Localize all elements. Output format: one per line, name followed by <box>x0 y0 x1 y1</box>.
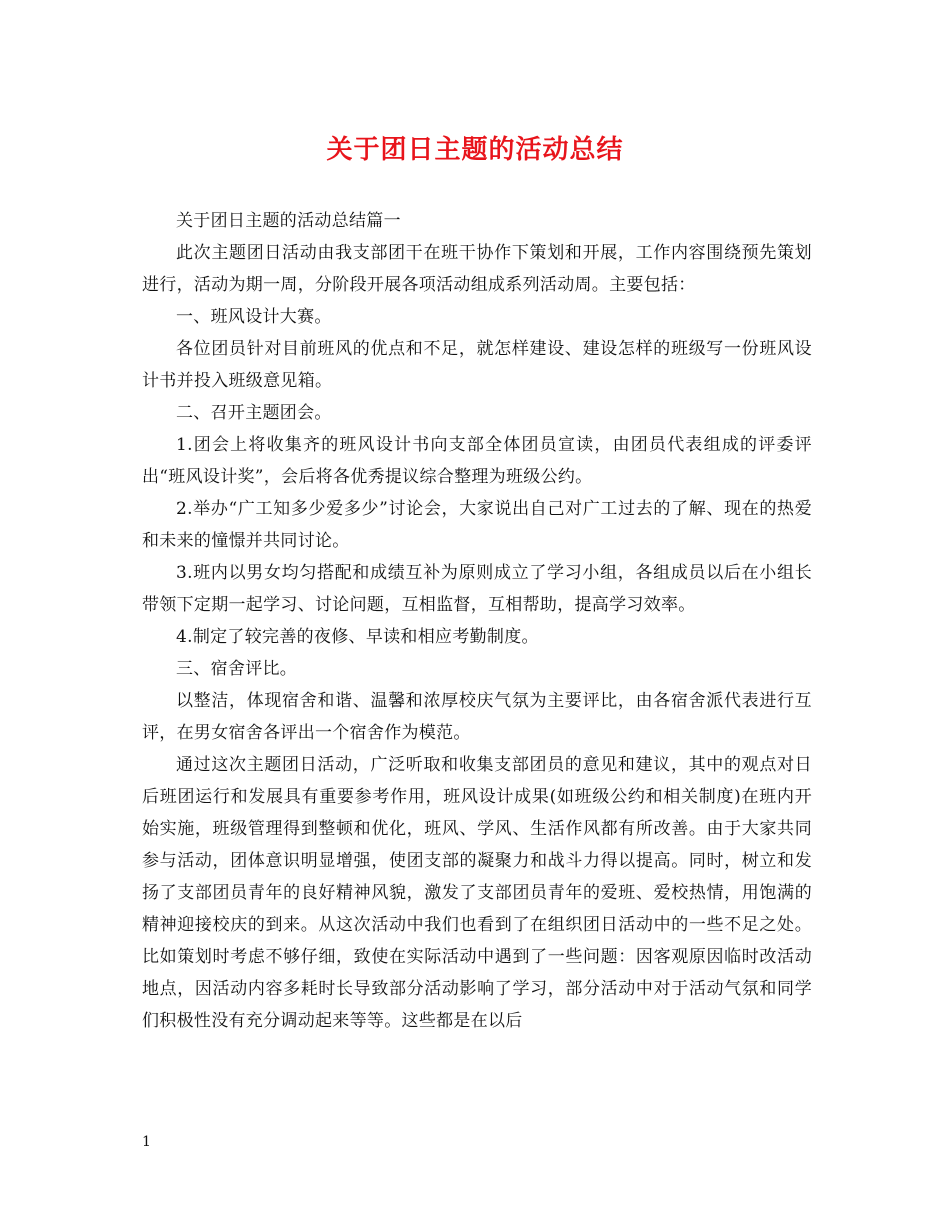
paragraph: 各位团员针对目前班风的优点和不足，就怎样建设、建设怎样的班级写一份班风设计书并投入班级意见箱。 <box>142 339 812 391</box>
section-heading-3: 三、宿舍评比。 <box>176 659 298 679</box>
list-item: 3.班内以男女均匀搭配和成绩互补为原则成立了学习小组，各组成员以后在小组长带领下定期一起学习、讨论问题，互相监督，互相帮助，提高学习效率。 <box>142 563 812 615</box>
section-heading-2: 二、召开主题团会。 <box>176 403 332 423</box>
paragraph-subtitle: 关于团日主题的活动总结篇一 <box>176 211 401 231</box>
paragraph-conclusion: 通过这次主题团日活动，广泛听取和收集支部团员的意见和建议，其中的观点对日后班团运行和发展具有重要参考作用，班风设计成果(如班级公约和相关制度)在班内开始实施，班级管理得到整顿和优化，班风、学风、生活作风都有所改善。由于大家共同参与活动，团体意识明显增强，使团支部的凝聚力和战斗力得以提高。同时，树立和发扬了支部团员青年的良好精神风貌，激发了支部团员青年的爱班、爱校热情，用饱满的精神迎接校庆的到来。从这次活动中我们也看到了在组织团日活动中的一些不足之处。比如策划时考虑不够仔细，致使在实际活动中遇到了一些问题：因客观原因临时改活动地点，因活动内容多耗时长导致部分活动影响了学习，部分活动中对于活动气氛和同学们积极性没有充分调动起来等等。这些都是在以后 <box>142 755 812 1031</box>
paragraph: 以整洁，体现宿舍和谐、温馨和浓厚校庆气氛为主要评比，由各宿舍派代表进行互评，在男女宿舍各评出一个宿舍作为模范。 <box>142 691 812 743</box>
page-number: 1 <box>142 1134 151 1150</box>
paragraph-intro: 此次主题团日活动由我支部团干在班干协作下策划和开展，工作内容围绕预先策划进行，活动为期一周，分阶段开展各项活动组成系列活动周。主要包括： <box>142 243 812 295</box>
list-item: 1.团会上将收集齐的班风设计书向支部全体团员宣读，由团员代表组成的评委评出“班风设计奖”，会后将各优秀提议综合整理为班级公约。 <box>142 435 812 487</box>
list-item: 4.制定了较完善的夜修、早读和相应考勤制度。 <box>176 627 539 647</box>
section-heading-1: 一、班风设计大赛。 <box>176 307 332 327</box>
document-title: 关于团日主题的活动总结 <box>326 135 624 165</box>
list-item: 2.举办“广工知多少爱多少”讨论会，大家说出自己对广工过去的了解、现在的热爱和未来的憧憬并共同讨论。 <box>142 499 812 551</box>
document-body <box>142 205 812 1037</box>
